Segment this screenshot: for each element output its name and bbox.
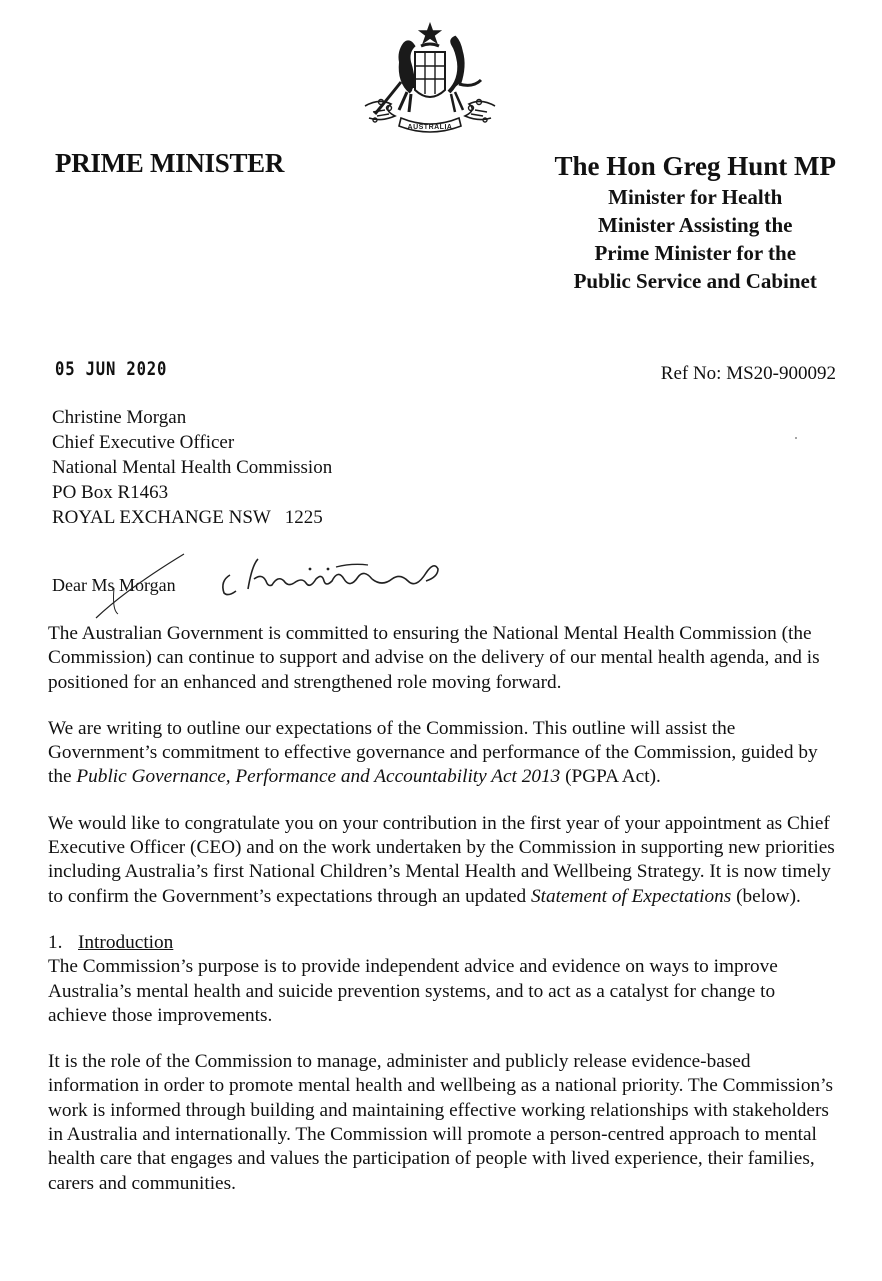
handwritten-correction-mark	[88, 548, 198, 628]
prime-minister-title: PRIME MINISTER	[55, 148, 285, 178]
letter-body	[48, 622, 838, 1218]
scan-speck	[795, 437, 797, 439]
minister-role: Minister for Health	[608, 185, 783, 209]
recipient-address	[52, 405, 332, 530]
section-paragraph: The Commission’s purpose is to provide independent advice and evidence on ways to improve Australia’s mental health and suicide prevention systems, and to act as a catalyst for change to achieve those improvements.	[48, 956, 778, 1026]
address-line: Christine Morgan	[52, 407, 187, 428]
body-paragraph	[48, 812, 838, 909]
address-line: PO Box R1463	[52, 482, 169, 503]
minister-block	[554, 150, 836, 295]
section-heading	[48, 931, 838, 955]
minister-role: Minister Assisting the	[598, 213, 793, 237]
paragraph-text: We are writing to outline our expectations of the Commission. This outline will assist the Government’s commitment to effective governance and performance of the Commission, guided by the	[48, 717, 818, 788]
body-paragraph: The Australian Government is committed to ensuring the National Mental Health Commission (the Commission) can continue to support and advise on the delivery of our mental health agenda, and is positioned for an enhanced and strengthened role moving forward.	[48, 623, 820, 693]
paragraph-text: (below).	[731, 885, 801, 907]
paragraph-text: We would like to congratulate you on your contribution in the first year of your appointment as Chief Executive Officer (CEO) and on the work undertaken by the Commission in supporting new priorities including Australia’s first National Children’s Mental Health and Wellbeing Strategy. It is now timely to confirm the Government’s expectations through an updated	[48, 812, 835, 907]
minister-role: Prime Minister for the	[594, 241, 797, 265]
date-stamp: 05 JUN 2020	[55, 358, 168, 380]
body-paragraph	[48, 717, 838, 790]
paragraph-text: (PGPA Act).	[560, 766, 661, 788]
act-title: Public Governance, Performance and Accountability Act 2013	[76, 766, 561, 788]
handwritten-name-signature	[212, 551, 452, 601]
address-line: Chief Executive Officer	[52, 432, 235, 453]
body-paragraph: It is the role of the Commission to manage, administer and publicly release evidence-based information in order to promote mental health and wellbeing as a national priority. The Commission’s work is informed through building and maintaining effective working relationships with stakeholders in Australia and internationally. The Commission will promote a person-centred approach to mental health care that engages and values the participation of people with lived experience, their families, carers and communities.	[48, 1051, 834, 1194]
section-number: 1.	[48, 931, 63, 953]
address-line: ROYAL EXCHANGE NSW 1225	[52, 507, 323, 528]
minister-role: Public Service and Cabinet	[573, 269, 817, 293]
statement-title: Statement of Expectations	[530, 885, 732, 907]
address-line: National Mental Health Commission	[52, 457, 333, 478]
salutation: Dear Ms Morgan	[52, 575, 176, 595]
svg-text:AUSTRALIA: AUSTRALIA	[407, 124, 453, 131]
section-title: Introduction	[78, 931, 174, 953]
reference-number: Ref No: MS20-900092	[660, 363, 836, 384]
coat-of-arms-icon	[355, 22, 505, 140]
minister-name: The Hon Greg Hunt MP	[554, 151, 836, 181]
